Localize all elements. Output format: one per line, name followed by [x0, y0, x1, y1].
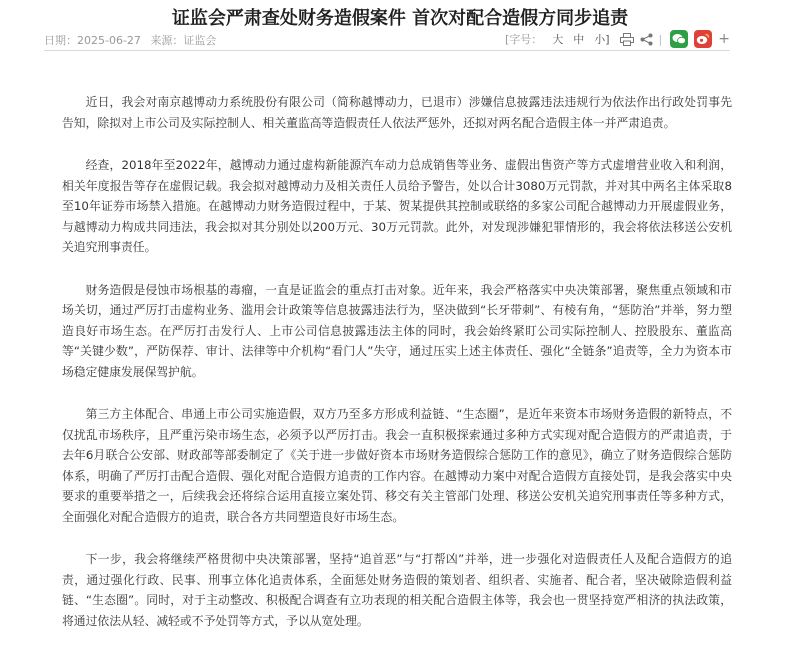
- article-paragraph: 经查，2018年至2022年，越博动力通过虚构新能源汽车动力总成销售等业务、虚假出售资产等方式虚增营业收入和利润，相关年度报告等存在虚假记载。我会拟对越博动力及相关责任人员给予警告，处以合计3080万元罚款，并对其中两名主体采取8至10年证券市场禁入措施。在越博动力财务造假过程中，于某、贺某提供其控制或联络的多家公司配合越博动力开展虚假业务，与越博动力构成共同违法，我会拟对其分别处以200万元、30万元罚款。此外，对发现涉嫌犯罪情形的，我会将依法移送公安机关追究刑事责任。: [62, 158, 732, 254]
- font-size-small-button[interactable]: 小]: [594, 33, 610, 46]
- article-meta: [44, 32, 222, 48]
- font-size-large-button[interactable]: 大: [552, 33, 564, 46]
- article-source: 来源：证监会: [150, 34, 217, 47]
- article-toolbar: [505, 28, 730, 50]
- weibo-share-icon[interactable]: [694, 30, 712, 48]
- publish-date: 日期：2025-06-27: [44, 34, 141, 47]
- article-paragraph: 财务造假是侵蚀市场根基的毒瘤，一直是证监会的重点打击对象。近年来，我会严格落实中央决策部署，聚焦重点领域和市场关切，通过严厉打击虚构业务、滥用会计政策等信息披露违法行为，坚决做到“长牙带刺”、有棱有角，“惩防治”并举，努力塑造良好市场生态。在严厉打击发行人、上市公司信息披露违法主体的同时，我会始终紧盯公司实际控制人、控股股东、董监高等“关键少数”，严防保荐、审计、法律等中介机构“看门人”失守，通过压实上述主体责任、强化“全链条”追责等，全力为资本市场稳定健康发展保驾护航。: [62, 282, 732, 379]
- article-paragraph: 第三方主体配合、串通上市公司实施造假，双方乃至多方形成利益链、“生态圈”，是近年来资本市场财务造假的新特点，不仅扰乱市场秩序，且严重污染市场生态，必须予以严厉打击。我会一直积极探索通过多种方式实现对配合造假方的严肃追责，于去年6月联合公安部、财政部等部委制定了《关于进一步做好资本市场财务造假综合惩防工作的意见》，确立了财务造假综合惩防体系，明确了严厉打击配合造假、强化对配合造假方追责的工作内容。在越博动力案中对配合造假方直接处罚，是我会落实中央要求的重要举措之一，后续我会还将综合运用直接立案处罚、移交有关主管部门处理、移送公安机关追究刑事责任等多种方式，全面强化对配合造假方的追责，联合各方共同塑造良好市场生态。: [62, 407, 732, 524]
- print-icon[interactable]: [620, 33, 634, 46]
- article-title: 证监会严肃查处财务造假案件 首次对配合造假方同步追责: [171, 8, 629, 29]
- share-icon[interactable]: [640, 33, 653, 46]
- article-paragraph: 下一步，我会将继续严格贯彻中央决策部署，坚持“追首恶”与“打帮凶”并举，进一步强化对造假责任人及配合造假方的追责，通过强化行政、民事、刑事立体化追责体系，全面惩处财务造假的策划者、组织者、实施者、配合者，坚决破除造假利益链、“生态圈”。同时，对于主动整改、积极配合调查有立功表现的相关配合造假主体等，我会也一贯坚持宽严相济的执法政策，将通过依法从轻、减轻或不予处罚等方式，予以从宽处理。: [62, 552, 732, 628]
- toolbar-divider: |: [658, 32, 663, 46]
- font-size-label: [字号：: [504, 33, 543, 46]
- article-paragraph: 近日，我会对南京越博动力系统股份有限公司（简称越博动力，已退市）涉嫌信息披露违法违规行为依法作出行政处罚事先告知，除拟对上市公司及实际控制人、相关董监高等造假责任人依法严惩外，还拟对两名配合造假主体一并严肃追责。: [62, 95, 732, 130]
- wechat-share-icon[interactable]: [670, 30, 688, 48]
- meta-bar: [44, 28, 730, 51]
- more-share-button[interactable]: +: [718, 31, 730, 47]
- article-body: [62, 92, 732, 653]
- font-size-medium-button[interactable]: 中: [573, 33, 585, 46]
